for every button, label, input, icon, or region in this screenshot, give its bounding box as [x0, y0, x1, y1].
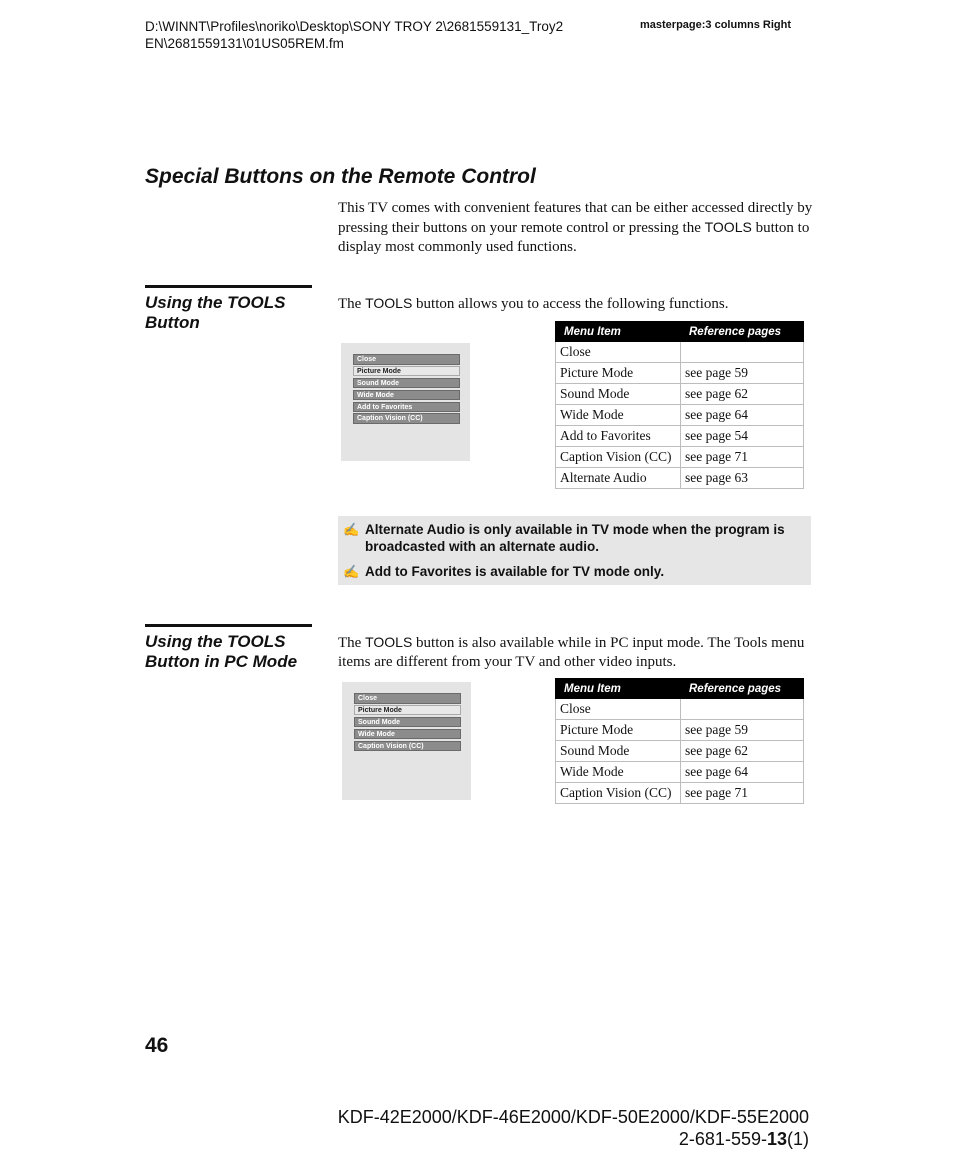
- menu-item-cell: Alternate Audio: [556, 468, 681, 489]
- tools-word: TOOLS: [365, 295, 413, 311]
- pc-menu-screenshot: [342, 682, 471, 800]
- menu-item-cell: Caption Vision (CC): [556, 783, 681, 804]
- menu-item: Sound Mode: [353, 378, 460, 389]
- menu-item-cell: Sound Mode: [556, 384, 681, 405]
- reference-page-cell: [681, 699, 804, 720]
- table-header-row: [556, 322, 804, 342]
- footer-code-bold: 13: [766, 1129, 787, 1149]
- section-rule: [145, 285, 312, 288]
- footer-code-suffix: (1): [787, 1129, 809, 1149]
- reference-page-cell: see page 63: [681, 468, 804, 489]
- column-header-reference: Reference pages: [681, 322, 804, 342]
- reference-page-cell: [681, 342, 804, 363]
- reference-page-cell: see page 71: [681, 447, 804, 468]
- intro-paragraph: [338, 199, 813, 257]
- footer-models: KDF-42E2000/KDF-46E2000/KDF-50E2000/KDF-55E2000: [337, 1107, 809, 1127]
- reference-page-cell: see page 62: [681, 384, 804, 405]
- note-text: Alternate Audio is only available in TV mode when the program is broadcasted with an alternate audio.: [365, 522, 785, 554]
- footer-code-prefix: 2-681-559-: [678, 1129, 767, 1149]
- reference-page-cell: see page 54: [681, 426, 804, 447]
- file-path-header: [145, 18, 563, 52]
- table-row: [556, 720, 804, 741]
- table-row: [556, 447, 804, 468]
- tools-menu-list: [353, 354, 460, 425]
- menu-item: Add to Favorites: [353, 402, 460, 413]
- menu-item-cell: Add to Favorites: [556, 426, 681, 447]
- column-header-menu-item: Menu Item: [556, 679, 681, 699]
- section-rule: [145, 624, 312, 627]
- table-row: [556, 699, 804, 720]
- reference-page-cell: see page 64: [681, 405, 804, 426]
- menu-item: Wide Mode: [354, 729, 461, 740]
- menu-item-cell: Caption Vision (CC): [556, 447, 681, 468]
- table-row: [556, 426, 804, 447]
- tools-text-1: The: [338, 296, 362, 312]
- menu-item-cell: Picture Mode: [556, 720, 681, 741]
- menu-item: Sound Mode: [354, 717, 461, 728]
- reference-page-cell: see page 62: [681, 741, 804, 762]
- table-row: [556, 384, 804, 405]
- table-row: [556, 783, 804, 804]
- reference-page-cell: see page 71: [681, 783, 804, 804]
- section-heading-pc: Using the TOOLS Button in PC Mode: [145, 632, 298, 671]
- notes-box: [338, 516, 811, 585]
- masterpage-label: masterpage:3 columns Right: [640, 19, 791, 31]
- pc-reference-table: [555, 678, 804, 804]
- table-row: [556, 363, 804, 384]
- pc-menu-list: [354, 693, 461, 752]
- column-header-menu-item: Menu Item: [556, 322, 681, 342]
- table-row: [556, 741, 804, 762]
- pc-paragraph: [338, 633, 813, 672]
- menu-item: Wide Mode: [353, 390, 460, 401]
- reference-page-cell: see page 59: [681, 363, 804, 384]
- file-path-line-1: D:\WINNT\Profiles\noriko\Desktop\SONY TROY 2\2681559131_Troy2: [145, 19, 564, 34]
- menu-item-cell: Sound Mode: [556, 741, 681, 762]
- section-heading-tools: Using the TOOLS Button: [145, 293, 286, 332]
- note-text: Add to Favorites is available for TV mode only.: [365, 564, 665, 579]
- intro-text-1: This TV comes with convenient features that can be either accessed directly by pressing their buttons on your remote control or pressing the: [338, 200, 813, 236]
- page-title: Special Buttons on the Remote Control: [145, 165, 536, 188]
- intro-tools-word: TOOLS: [704, 219, 752, 235]
- menu-item-cell: Wide Mode: [556, 762, 681, 783]
- file-path-line-2: EN\2681559131\01US05REM.fm: [145, 36, 344, 51]
- tools-menu-screenshot: [341, 343, 470, 461]
- pc-text-2: button is also available while in PC input mode. The Tools menu items are different from your TV and other video inputs.: [338, 635, 805, 670]
- menu-item: Caption Vision (CC): [353, 413, 460, 424]
- menu-item: Picture Mode: [354, 705, 461, 716]
- column-header-reference: Reference pages: [681, 679, 804, 699]
- reference-page-cell: see page 64: [681, 762, 804, 783]
- table-row: [556, 405, 804, 426]
- tools-reference-table: [555, 321, 804, 489]
- menu-item: Caption Vision (CC): [354, 741, 461, 752]
- menu-item-cell: Wide Mode: [556, 405, 681, 426]
- pencil-note-icon: ✍: [343, 564, 360, 579]
- menu-item-cell: Picture Mode: [556, 363, 681, 384]
- tools-paragraph: [338, 294, 813, 314]
- table-row: [556, 342, 804, 363]
- menu-item: Close: [353, 354, 460, 365]
- note-item: [343, 521, 805, 555]
- menu-item-cell: Close: [556, 699, 681, 720]
- menu-item-cell: Close: [556, 342, 681, 363]
- menu-item: Picture Mode: [353, 366, 460, 377]
- intro-text-2: button to display most commonly used functions.: [338, 220, 810, 255]
- menu-item: Close: [354, 693, 461, 704]
- tools-text-2: button allows you to access the following functions.: [416, 296, 729, 312]
- reference-page-cell: see page 59: [681, 720, 804, 741]
- note-item: [343, 563, 805, 580]
- table-header-row: [556, 679, 804, 699]
- pc-tools-word: TOOLS: [365, 634, 413, 650]
- page-number: 46: [145, 1034, 169, 1057]
- footer-code: [679, 1129, 809, 1150]
- pc-text-1: The: [338, 635, 362, 651]
- pencil-note-icon: ✍: [343, 522, 360, 537]
- table-row: [556, 762, 804, 783]
- table-row: [556, 468, 804, 489]
